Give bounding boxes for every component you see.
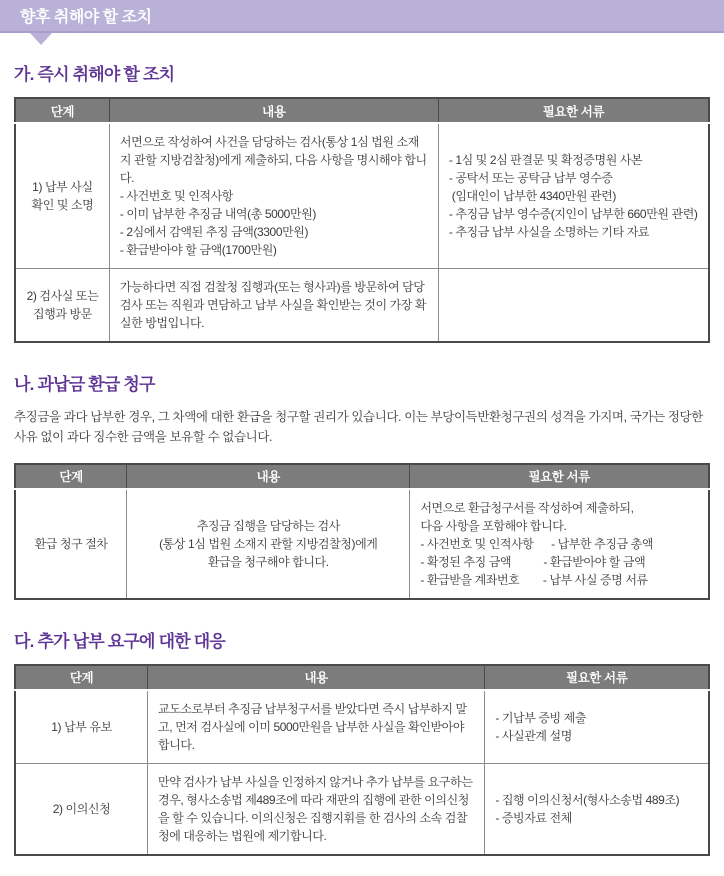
section-refund-claim xyxy=(14,370,710,600)
cell-line: - 환급받아야 할 금액(1700만원) xyxy=(119,243,277,257)
column-header: 단계 xyxy=(15,464,127,489)
cell-line: 서면으로 환급청구서를 작성하여 제출하되, xyxy=(420,500,634,515)
table-cell xyxy=(109,269,438,343)
page-banner xyxy=(0,0,724,33)
cell-line: - 확정된 추징 금액 - 환급받아야 할 금액 xyxy=(420,554,646,569)
section-title: 다. 추가 납부 요구에 대한 대응 xyxy=(14,631,226,651)
table-cell xyxy=(15,489,127,599)
section-title: 나. 과납금 환급 청구 xyxy=(14,375,155,394)
refund-claim-table xyxy=(14,463,710,600)
page-title: 향후 취해야 할 조치 xyxy=(20,9,152,26)
cell-line: 다음 사항을 포함해야 합니다. xyxy=(420,518,567,533)
cell-line: - 2심에서 감액된 추징 금액(3300만원) xyxy=(119,225,309,239)
table-cell xyxy=(410,489,709,599)
cell-line: 교도소로부터 추징금 납부청구서를 받았다면 즉시 납부하지 말고, 먼저 검사실에 이미 5000만원을 납부한 사실을 확인받아야 합니다. xyxy=(158,701,467,752)
column-header: 내용 xyxy=(127,464,410,489)
table-cell xyxy=(438,123,709,269)
section-immediate-actions xyxy=(14,60,710,343)
cell-line: - 사건번호 및 인적사항 - 납부한 추징금 총액 xyxy=(420,536,654,551)
table-row xyxy=(15,269,709,343)
table-row xyxy=(15,763,709,855)
cell-line: 1) 납부 유보 xyxy=(51,719,112,734)
table-row xyxy=(15,489,709,599)
section-intro-paragraph: 추징금을 과다 납부한 경우, 그 차액에 대한 환급을 청구할 권리가 있습니다. 이는 부당이득반환청구권의 성격을 가지며, 국가는 정당한 사유 없이 과다 징수한 금액을 보유할 수 없습니다. xyxy=(14,410,703,445)
table-cell xyxy=(438,269,709,343)
cell-line: - 이미 납부한 추징금 내역(총 5000만원) xyxy=(119,207,316,221)
column-header: 필요한 서류 xyxy=(438,98,709,123)
cell-line: 추징금 집행을 담당하는 검사 xyxy=(196,518,340,533)
cell-line: - 기납부 증빙 제출 xyxy=(495,710,587,725)
column-header: 단계 xyxy=(15,665,148,690)
immediate-actions-table xyxy=(14,97,710,343)
cell-line: - 증빙자료 전체 xyxy=(495,810,572,825)
table-row xyxy=(15,123,709,269)
table-cell xyxy=(15,123,109,269)
cell-line: 1) 납부 사실 xyxy=(32,180,93,194)
table-header-row xyxy=(15,98,709,123)
table-cell xyxy=(15,690,148,764)
column-header: 필요한 서류 xyxy=(485,665,709,690)
table-cell xyxy=(109,123,438,269)
cell-line: 2) 이의신청 xyxy=(52,801,111,816)
additional-payment-table xyxy=(14,664,710,856)
table-cell xyxy=(127,489,410,599)
cell-line: - 집행 이의신청서(형사소송법 489조) xyxy=(495,792,680,807)
cell-line: - 사건번호 및 인적사항 xyxy=(119,189,234,203)
cell-line: 확인 및 소명 xyxy=(31,198,94,212)
banner-pointer-triangle xyxy=(30,33,52,45)
section-title: 가. 즉시 취해야 할 조치 xyxy=(14,65,175,84)
column-header: 내용 xyxy=(148,665,485,690)
cell-line: 만약 검사가 납부 사실을 인정하지 않거나 추가 납부를 요구하는 경우, 형사소송법 제489조에 따라 재판의 집행에 관한 이의신청을 할 수 있습니다. 이의신청은 집행지휘를 한 검사의 소속 검찰청에 대응하는 법원에 제기합니다. xyxy=(158,774,476,843)
cell-line: - 추징금 납부 사실을 소명하는 기타 자료 xyxy=(448,225,650,239)
table-cell xyxy=(485,763,709,855)
table-cell xyxy=(15,763,148,855)
cell-line: 환급을 청구해야 합니다. xyxy=(207,554,329,569)
table-cell xyxy=(148,763,485,855)
cell-line: - 사실관계 설명 xyxy=(495,728,572,743)
table-cell xyxy=(485,690,709,764)
cell-line: - 추징금 납부 영수증(지인이 납부한 660만원 관련) xyxy=(448,207,698,221)
column-header: 필요한 서류 xyxy=(410,464,709,489)
cell-line: 집행과 방문 xyxy=(32,307,92,321)
cell-line: 서면으로 작성하여 사건을 담당하는 검사(통상 1심 법원 소재지 관할 지방검찰청)에게 제출하되, 다음 사항을 명시해야 합니다. xyxy=(119,135,427,185)
table-row xyxy=(15,690,709,764)
cell-line: - 환급받을 계좌번호 - 납부 사실 증명 서류 xyxy=(420,572,648,587)
cell-line: (통상 1심 법원 소재지 관할 지방검찰청)에게 xyxy=(159,536,378,551)
column-header: 내용 xyxy=(109,98,438,123)
table-cell xyxy=(148,690,485,764)
cell-line: 가능하다면 직접 검찰청 집행과(또는 형사과)를 방문하여 담당 검사 또는 직원과 면담하고 납부 사실을 확인받는 것이 가장 확실한 방법입니다. xyxy=(119,280,428,330)
table-cell xyxy=(15,269,109,343)
document-body xyxy=(0,60,724,876)
cell-line: - 1심 및 2심 판결문 및 확정증명원 사본 xyxy=(448,153,643,167)
cell-line: (임대인이 납부한 4340만원 관련) xyxy=(448,189,616,203)
column-header: 단계 xyxy=(15,98,109,123)
table-header-row xyxy=(15,665,709,690)
cell-line: 환급 청구 절차 xyxy=(34,536,108,551)
table-header-row xyxy=(15,464,709,489)
cell-line: 2) 검사실 또는 xyxy=(26,289,99,303)
cell-line: - 공탁서 또는 공탁금 납부 영수증 xyxy=(448,171,613,185)
section-additional-payment-response xyxy=(14,627,710,856)
